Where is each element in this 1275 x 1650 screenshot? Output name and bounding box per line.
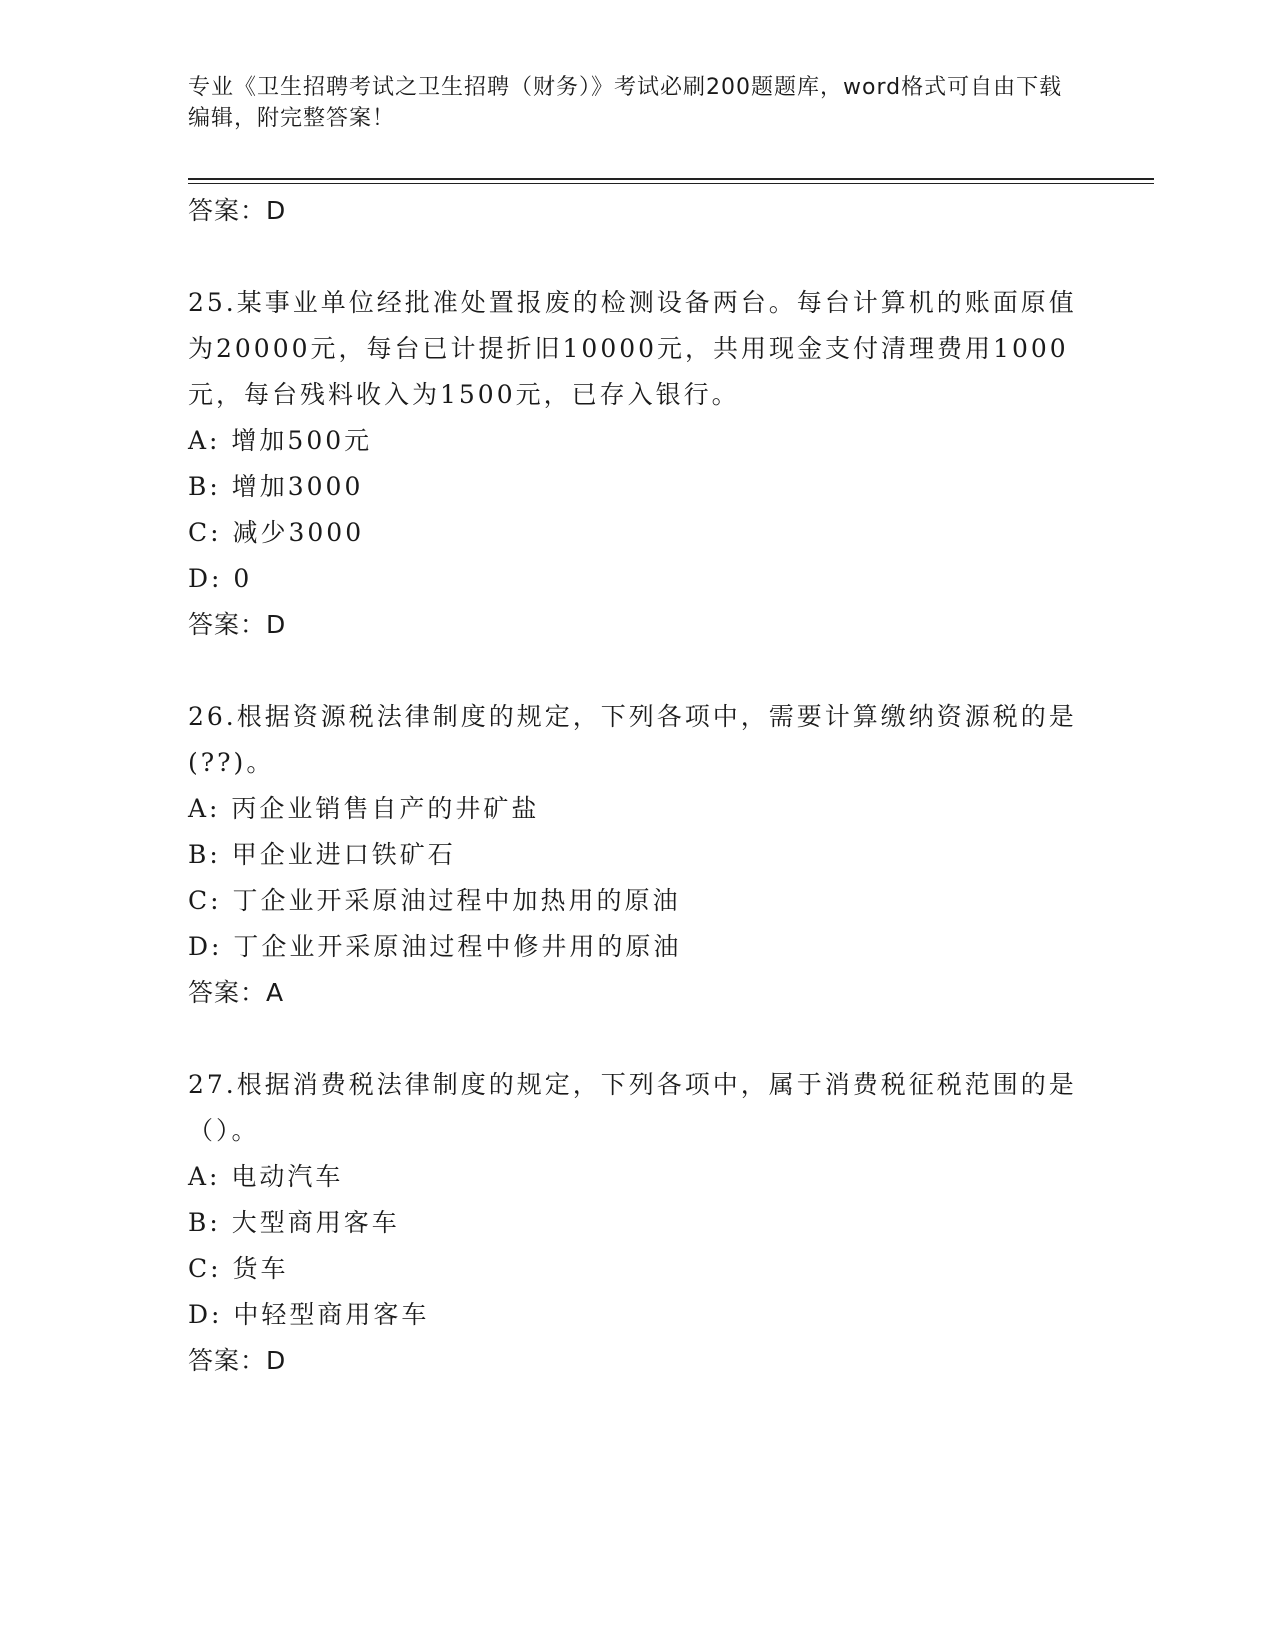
question-stem: 26.根据资源税法律制度的规定，下列各项中，需要计算缴纳资源税的是(??)。 bbox=[188, 702, 1077, 777]
previous-answer: 答案：D bbox=[188, 196, 287, 225]
question-27 bbox=[188, 1062, 1088, 1384]
option-d: D: 丁企业开采原油过程中修井用的原油 bbox=[188, 932, 682, 961]
question-stem: 25.某事业单位经批准处置报废的检测设备两台。每台计算机的账面原值为20000元，每台已计提折旧10000元，共用现金支付清理费用1000元，每台残料收入为1500元，已存入银行。 bbox=[188, 288, 1077, 409]
option-b: B: 甲企业进口铁矿石 bbox=[188, 840, 456, 869]
document-header: 专业《卫生招聘考试之卫生招聘（财务）》考试必刷200题题库，word格式可自由下载编辑，附完整答案！ bbox=[188, 75, 1063, 131]
option-a: A: 增加500元 bbox=[188, 426, 373, 455]
option-b: B: 增加3000 bbox=[188, 472, 364, 501]
option-a: A: 丙企业销售自产的井矿盐 bbox=[188, 794, 540, 823]
question-stem: 27.根据消费税法律制度的规定，下列各项中，属于消费税征税范围的是（）。 bbox=[188, 1070, 1077, 1145]
option-a: A: 电动汽车 bbox=[188, 1162, 344, 1191]
option-c: C: 货车 bbox=[188, 1254, 289, 1283]
spacer bbox=[188, 648, 1088, 694]
header-rule bbox=[188, 178, 1154, 180]
option-b: B: 大型商用客车 bbox=[188, 1208, 400, 1237]
option-d: D: 0 bbox=[188, 564, 253, 593]
header-rule-thin bbox=[188, 183, 1154, 184]
question-26 bbox=[188, 694, 1088, 1016]
answer-line: 答案：A bbox=[188, 978, 285, 1007]
spacer bbox=[188, 1016, 1088, 1062]
answer-line: 答案：D bbox=[188, 610, 287, 639]
question-list bbox=[188, 188, 1088, 1384]
answer-line: 答案：D bbox=[188, 1346, 287, 1375]
spacer bbox=[188, 234, 1088, 280]
option-d: D: 中轻型商用客车 bbox=[188, 1300, 430, 1329]
question-25 bbox=[188, 280, 1088, 648]
option-c: C: 丁企业开采原油过程中加热用的原油 bbox=[188, 886, 681, 915]
option-c: C: 减少3000 bbox=[188, 518, 365, 547]
